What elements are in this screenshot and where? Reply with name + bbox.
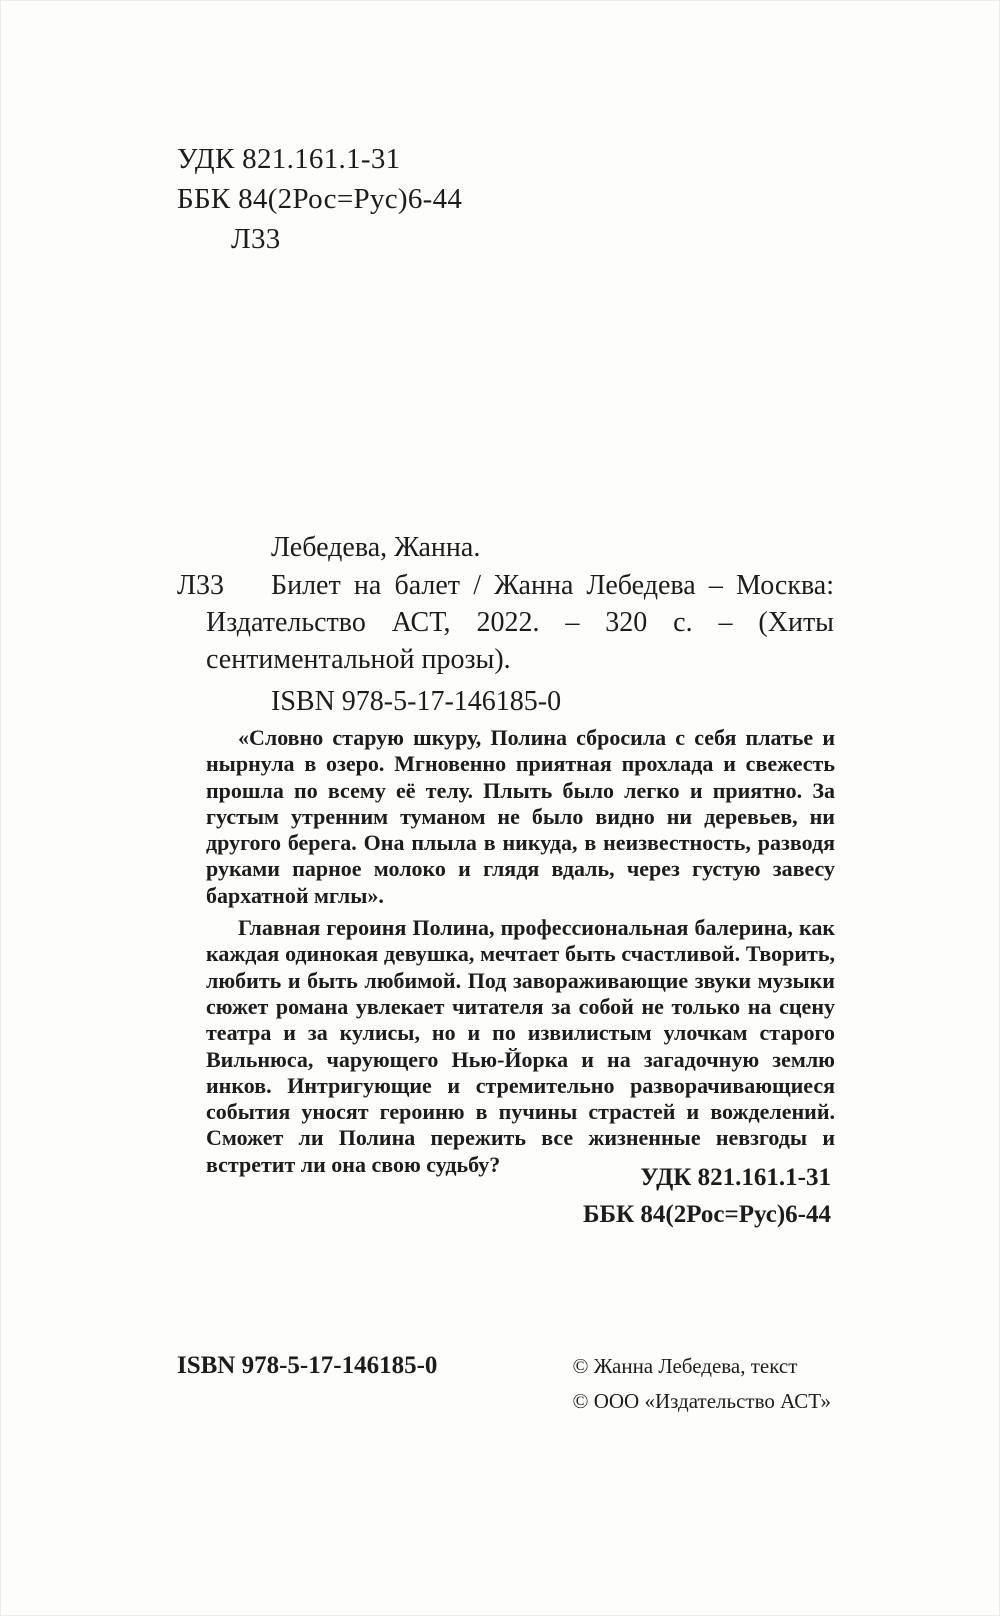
bbk-code-top: ББК 84(2Рос=Рус)6-44 xyxy=(177,183,463,215)
udk-code-top: УДК 821.161.1-31 xyxy=(177,143,401,175)
annotation-description: Главная героиня Полина, профессиональная балерина, как каждая одинокая девушка, мечтает быть счастливой. Творить, любить и быть любимой. Под завораживающие звуки музыки сюжет романа увлекает читателя за собой не только на сцену театра и за кулисы, но и по извилистым улочкам старого Вильнюса, чарующего Нью-Йорка и на загадочную землю инков. Интригующие и стремительно разворачивающиеся события уносят героиню в пучины страстей и вожделений. Сможет ли Полина пережить все жизненные невзгоды и встретит ли она свою судьбу? xyxy=(206,915,835,1177)
catalog-entry: Билет на балет / Жанна Лебедева – Москва: Издательство АСТ, 2022. – 320 с. – (Хиты сентиментальной прозы). xyxy=(206,570,834,675)
copyright-publisher-line: © ООО «Издательство АСТ» xyxy=(572,1389,831,1413)
catalog-author-sign: Л33 xyxy=(177,570,224,601)
isbn-catalog: ISBN 978-5-17-146185-0 xyxy=(271,686,562,717)
catalog-entry-row xyxy=(177,567,835,678)
author-sign-top: Л33 xyxy=(231,223,281,255)
catalog-card-block xyxy=(177,529,835,720)
catalog-author: Лебедева, Жанна. xyxy=(271,532,481,563)
bottom-codes-block xyxy=(583,1159,831,1233)
isbn-bottom: ISBN 978-5-17-146185-0 xyxy=(177,1352,438,1379)
copyright-block xyxy=(573,1349,831,1419)
udk-code-bottom: УДК 821.161.1-31 xyxy=(640,1164,831,1191)
annotation-quote: «Словно старую шкуру, Полина сбросила с себя платье и нырнула в озеро. Мгновенно приятная прохлада и свежесть прошла по всему её телу. Плыть было легко и приятно. За густым утренним туманом не было видно ни деревьев, ни другого берега. Она плыла в никуда, в неизвестность, разводя руками парное молоко и глядя вдаль, через густую завесу бархатной мглы». xyxy=(206,725,835,908)
bbk-code-bottom: ББК 84(2Рос=Рус)6-44 xyxy=(583,1201,831,1228)
footer-block xyxy=(177,1349,831,1419)
annotation-block xyxy=(206,725,835,1178)
top-codes-block xyxy=(177,139,462,259)
copyright-author-line: © Жанна Лебедева, текст xyxy=(572,1354,798,1378)
